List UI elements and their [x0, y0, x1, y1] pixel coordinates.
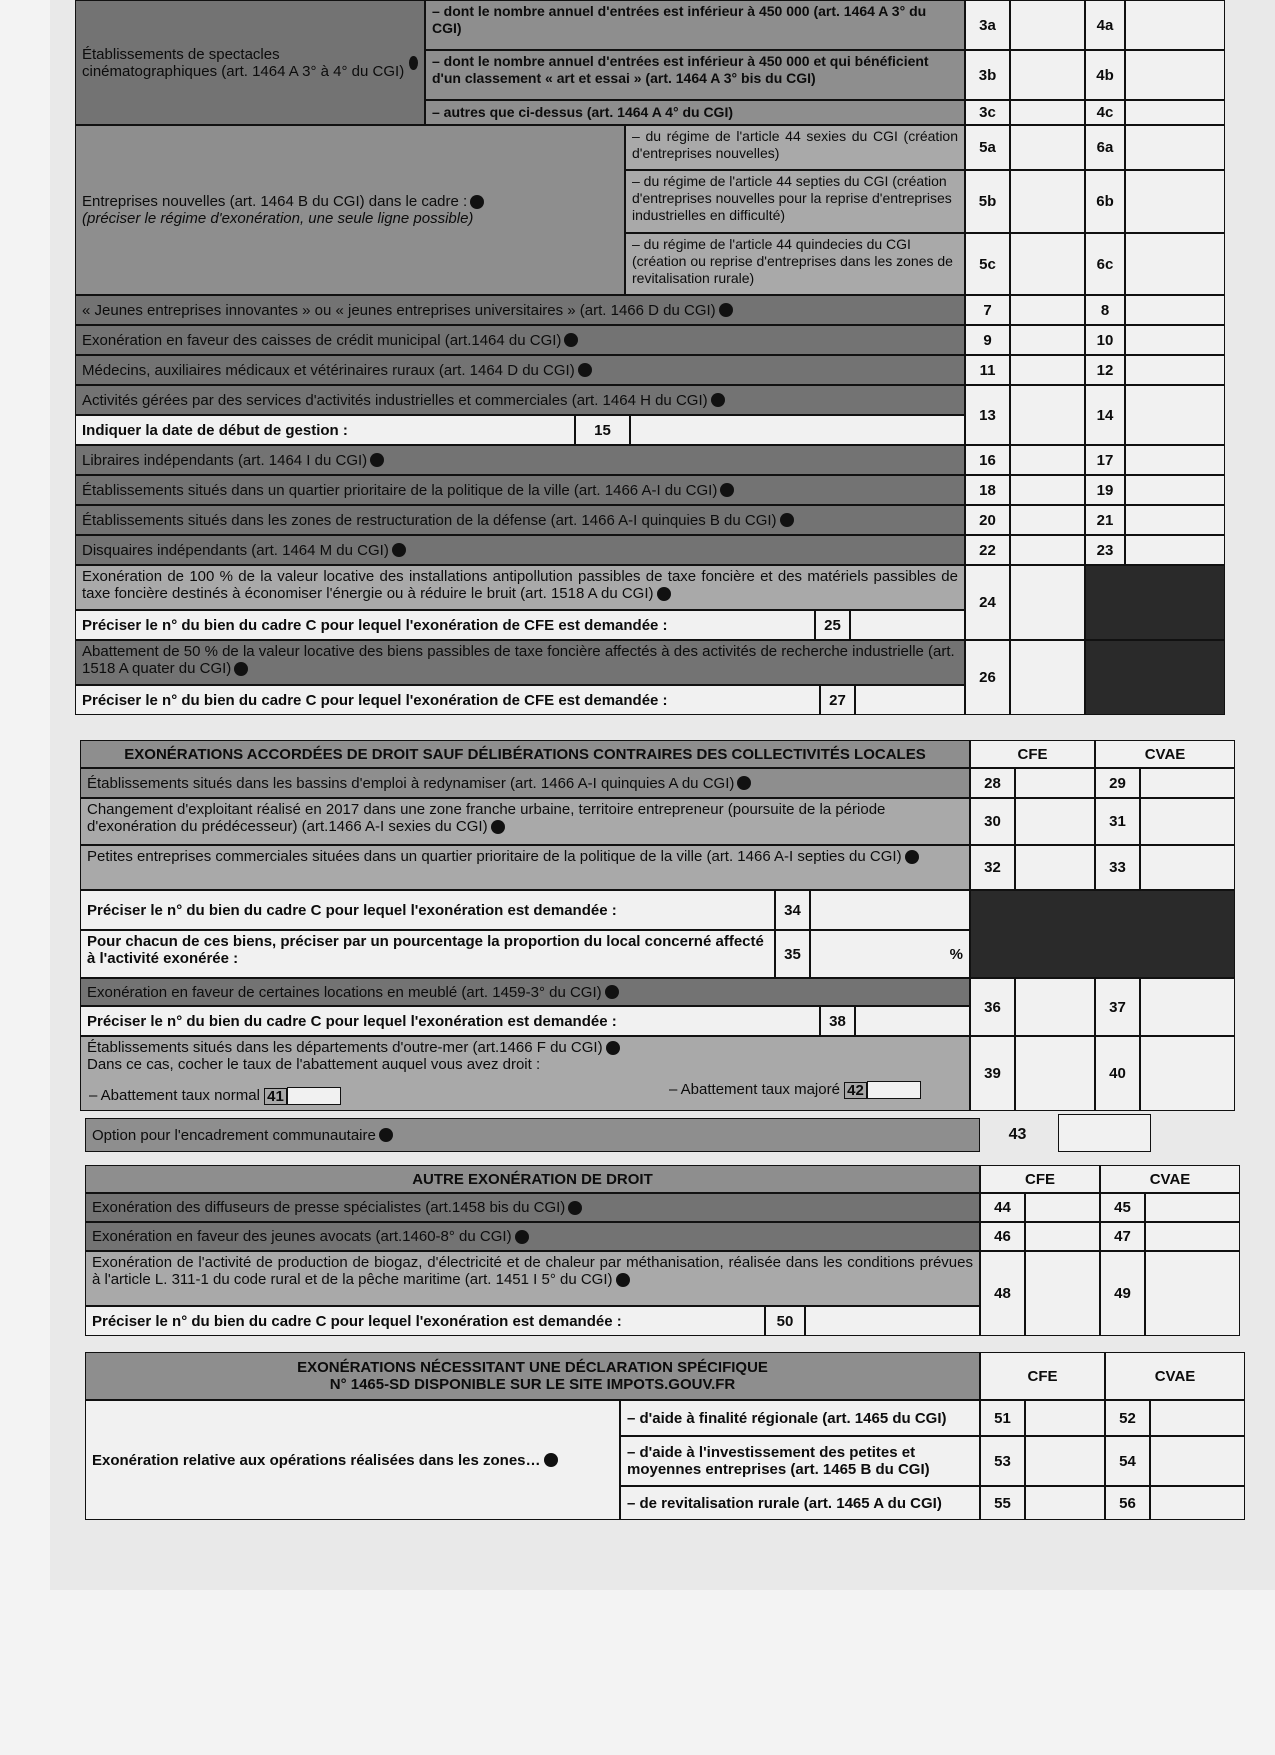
code-8: 8 [1085, 295, 1125, 325]
row-30 [80, 798, 970, 845]
code-7: 7 [965, 295, 1010, 325]
note-marker-icon [719, 303, 733, 317]
input-56[interactable] [1150, 1486, 1245, 1520]
zones-label-text: Exonération relative aux opérations réalisées dans les zones… [92, 1451, 541, 1469]
code-56: 56 [1105, 1486, 1150, 1520]
title-line-1: EXONÉRATIONS NÉCESSITANT UNE DÉCLARATION SPÉCIFIQUE [297, 1359, 768, 1376]
checkbox-42[interactable] [867, 1081, 921, 1099]
note-marker-icon [234, 662, 248, 676]
row-36 [80, 978, 970, 1006]
code-15: 15 [575, 415, 630, 445]
input-43[interactable] [1058, 1114, 1151, 1152]
note-marker-icon [491, 820, 505, 834]
input-17[interactable] [1125, 445, 1225, 475]
row-9-text: Exonération en faveur des caisses de crédit municipal (art.1464 du CGI) [82, 331, 562, 349]
code-4a: 4a [1085, 0, 1125, 50]
input-29[interactable] [1140, 768, 1235, 798]
input-3a[interactable] [1010, 0, 1085, 50]
code-3a: 3a [965, 0, 1010, 50]
note-marker-icon [379, 1128, 393, 1142]
code-54: 54 [1105, 1436, 1150, 1486]
title-line-2: N° 1465-SD DISPONIBLE SUR LE SITE IMPOTS.GOUV.FR [329, 1376, 736, 1393]
section-specifique-title [85, 1352, 980, 1400]
col-cfe-header: CFE [980, 1165, 1100, 1193]
code-29: 29 [1095, 768, 1140, 798]
code-23: 23 [1085, 535, 1125, 565]
code-41: 41 [264, 1088, 287, 1105]
nouvelles-row-3: – du régime de l'article 44 quindecies du CGI (création ou reprise d'entreprises dans les zones de revitalisation rurale) [625, 233, 965, 295]
input-49[interactable] [1145, 1251, 1240, 1336]
code-35: 35 [775, 930, 810, 978]
shaded-cell [970, 890, 1235, 978]
input-47[interactable] [1145, 1222, 1240, 1251]
preciser-25-label: Préciser le n° du bien du cadre C pour lequel l'exonération de CFE est demandée : [75, 610, 815, 640]
code-25: 25 [815, 610, 850, 640]
cinema-label [75, 0, 425, 125]
input-22[interactable] [1010, 535, 1085, 565]
input-20[interactable] [1010, 505, 1085, 535]
input-27[interactable] [855, 685, 965, 715]
input-23[interactable] [1125, 535, 1225, 565]
row-26-text: Abattement de 50 % de la valeur locative des biens passibles de taxe foncière affectés à des activités de recherche industrielle (art. 1518 A quater du CGI) [82, 643, 955, 677]
code-42: 42 [844, 1082, 867, 1099]
preciser-50-label: Préciser le n° du bien du cadre C pour lequel l'exonération est demandée : [85, 1306, 765, 1336]
row-20 [75, 505, 965, 535]
code-46: 46 [980, 1222, 1025, 1251]
row-16 [75, 445, 965, 475]
row-32 [80, 845, 970, 890]
zones-row-53: – d'aide à l'investissement des petites et moyennes entreprises (art. 1465 B du CGI) [620, 1436, 980, 1486]
note-marker-icon [606, 1041, 620, 1055]
code-33: 33 [1095, 845, 1140, 890]
zones-label [85, 1400, 620, 1520]
row-46 [85, 1222, 980, 1251]
code-40: 40 [1095, 1036, 1140, 1111]
row-39 [80, 1036, 970, 1111]
note-marker-icon [470, 195, 484, 209]
row-22 [75, 535, 965, 565]
col-cvae-header: CVAE [1105, 1352, 1245, 1400]
zones-row-55: – de revitalisation rurale (art. 1465 A du CGI) [620, 1486, 980, 1520]
input-53[interactable] [1025, 1436, 1105, 1486]
code-39: 39 [970, 1036, 1015, 1111]
code-47: 47 [1100, 1222, 1145, 1251]
input-9[interactable] [1010, 325, 1085, 355]
input-28[interactable] [1015, 768, 1095, 798]
code-37: 37 [1095, 978, 1140, 1036]
input-8[interactable] [1125, 295, 1225, 325]
input-31[interactable] [1140, 798, 1235, 845]
code-18: 18 [965, 475, 1010, 505]
taux-normal-option[interactable] [89, 1087, 341, 1105]
row-7 [75, 295, 965, 325]
nouvelles-row-2: – du régime de l'article 44 septies du CGI (création d'entreprises nouvelles pour la reprise d'entreprises industrielles en difficulté) [625, 170, 965, 233]
code-21: 21 [1085, 505, 1125, 535]
cinema-row-3: – autres que ci-dessus (art. 1464 A 4° du CGI) [425, 100, 965, 125]
code-6c: 6c [1085, 233, 1125, 295]
code-32: 32 [970, 845, 1015, 890]
row-18 [75, 475, 965, 505]
code-50: 50 [765, 1306, 805, 1336]
col-cfe-header: CFE [980, 1352, 1105, 1400]
code-48: 48 [980, 1251, 1025, 1336]
note-marker-icon [544, 1453, 558, 1467]
code-12: 12 [1085, 355, 1125, 385]
input-10[interactable] [1125, 325, 1225, 355]
code-55: 55 [980, 1486, 1025, 1520]
note-marker-icon [578, 363, 592, 377]
taux-majore-option[interactable] [669, 1081, 921, 1099]
form-sheet [50, 0, 1275, 1590]
code-22: 22 [965, 535, 1010, 565]
row-7-text: « Jeunes entreprises innovantes » ou « jeunes entreprises universitaires » (art. 1466 D du CGI) [82, 301, 716, 319]
input-3b[interactable] [1010, 50, 1085, 100]
cinema-row-2: – dont le nombre annuel d'entrées est inférieur à 450 000 et qui bénéficient d'un classement « art et essai » (art. 1464 A 3° bis du CGI) [425, 50, 965, 100]
preciser-27-label: Préciser le n° du bien du cadre C pour lequel l'exonération de CFE est demandée : [75, 685, 820, 715]
input-4a[interactable] [1125, 0, 1225, 50]
input-52[interactable] [1150, 1400, 1245, 1436]
code-24: 24 [965, 565, 1010, 640]
input-48[interactable] [1025, 1251, 1100, 1336]
note-marker-icon [720, 483, 734, 497]
code-27: 27 [820, 685, 855, 715]
code-5b: 5b [965, 170, 1010, 233]
input-12[interactable] [1125, 355, 1225, 385]
input-4c[interactable] [1125, 100, 1225, 125]
input-37[interactable] [1140, 978, 1235, 1036]
input-32[interactable] [1015, 845, 1095, 890]
code-19: 19 [1085, 475, 1125, 505]
input-38[interactable] [855, 1006, 970, 1036]
row-30-text: Changement d'exploitant réalisé en 2017 dans une zone franche urbaine, territoire entrepreneur (poursuite de la période d'exonération du prédécesseur) (art.1466 A-I sexies du CGI) [87, 801, 886, 835]
row-20-text: Établissements situés dans les zones de restructuration de la défense (art. 1466 A-I quinquies B du CGI) [82, 511, 777, 529]
code-9: 9 [965, 325, 1010, 355]
col-cvae-header: CVAE [1100, 1165, 1240, 1193]
code-3c: 3c [965, 100, 1010, 125]
checkbox-41[interactable] [287, 1087, 341, 1105]
row-9 [75, 325, 965, 355]
code-36: 36 [970, 978, 1015, 1036]
note-marker-icon [616, 1273, 630, 1287]
code-10: 10 [1085, 325, 1125, 355]
row-22-text: Disquaires indépendants (art. 1464 M du CGI) [82, 541, 389, 559]
code-28: 28 [970, 768, 1015, 798]
code-16: 16 [965, 445, 1010, 475]
code-13: 13 [965, 385, 1010, 445]
input-39[interactable] [1015, 1036, 1095, 1111]
cinema-row-1: – dont le nombre annuel d'entrées est inférieur à 450 000 (art. 1464 A 3° du CGI) [425, 0, 965, 50]
code-6b: 6b [1085, 170, 1125, 233]
pourcentage-label: Pour chacun de ces biens, préciser par un pourcentage la proportion du local concerné affecté à l'activité exonérée : [80, 930, 775, 978]
taux-majore-label: – Abattement taux majoré [669, 1081, 840, 1098]
row-24-text: Exonération de 100 % de la valeur locative des installations antipollution passibles de taxe foncière et des matériels passibles de taxe foncière destinés à économiser l'énergie ou à réduire le bruit (art. 1518 A du CGI) [82, 568, 958, 602]
input-34[interactable] [810, 890, 970, 930]
code-5c: 5c [965, 233, 1010, 295]
shaded-cell [1085, 565, 1225, 640]
input-54[interactable] [1150, 1436, 1245, 1486]
row-28 [80, 768, 970, 798]
outremer-sub: Dans ce cas, cocher le taux de l'abattement auquel vous avez droit : [87, 1056, 541, 1073]
col-cvae-header: CVAE [1095, 740, 1235, 768]
note-marker-icon [568, 1201, 582, 1215]
option-encadrement [85, 1118, 980, 1152]
input-21[interactable] [1125, 505, 1225, 535]
row-48-text: Exonération de l'activité de production de biogaz, d'électricité et de chaleur par méthanisation, réalisée dans les conditions prévues à l'article L. 311-1 du code rural et de la pêche maritime (art. 1451 I 5° du CGI) [92, 1254, 973, 1288]
row-46-text: Exonération en faveur des jeunes avocats (art.1460-8° du CGI) [92, 1228, 512, 1245]
code-51: 51 [980, 1400, 1025, 1436]
section-autre-title: AUTRE EXONÉRATION DE DROIT [85, 1165, 980, 1193]
note-marker-icon [657, 587, 671, 601]
section-droit-title: EXONÉRATIONS ACCORDÉES DE DROIT SAUF DÉLIBÉRATIONS CONTRAIRES DES COLLECTIVITÉS LOCALES [80, 740, 970, 768]
option-encadrement-text: Option pour l'encadrement communautaire [92, 1126, 376, 1144]
input-33[interactable] [1140, 845, 1235, 890]
note-marker-icon [711, 393, 725, 407]
preciser-38-label: Préciser le n° du bien du cadre C pour lequel l'exonération est demandée : [80, 1006, 820, 1036]
nouvelles-label-text: Entreprises nouvelles (art. 1464 B du CGI) dans le cadre : [82, 193, 468, 210]
note-marker-icon [605, 985, 619, 999]
code-38: 38 [820, 1006, 855, 1036]
note-marker-icon [392, 543, 406, 557]
cinema-label-text: Établissements de spectacles cinématographiques (art. 1464 A 3° à 4° du CGI) [82, 45, 405, 80]
code-20: 20 [965, 505, 1010, 535]
date-label: Indiquer la date de début de gestion : [75, 415, 575, 445]
code-52: 52 [1105, 1400, 1150, 1436]
row-36-text: Exonération en faveur de certaines locations en meublé (art. 1459-3° du CGI) [87, 983, 602, 1001]
row-11 [75, 355, 965, 385]
input-50[interactable] [805, 1306, 980, 1336]
input-26[interactable] [1010, 640, 1085, 715]
input-6b[interactable] [1125, 170, 1225, 233]
code-5a: 5a [965, 125, 1010, 170]
note-marker-icon [370, 453, 384, 467]
note-marker-icon [905, 850, 919, 864]
code-17: 17 [1085, 445, 1125, 475]
input-40[interactable] [1140, 1036, 1235, 1111]
row-32-text: Petites entreprises commerciales situées dans un quartier prioritaire de la politique de la ville (art. 1466 A-I septies du CGI) [87, 848, 902, 865]
code-34: 34 [775, 890, 810, 930]
code-31: 31 [1095, 798, 1140, 845]
input-35[interactable] [810, 930, 970, 978]
input-14[interactable] [1125, 385, 1225, 445]
row-11-text: Médecins, auxiliaires médicaux et vétérinaires ruraux (art. 1464 D du CGI) [82, 361, 575, 379]
input-4b[interactable] [1125, 50, 1225, 100]
preciser-34-label: Préciser le n° du bien du cadre C pour lequel l'exonération est demandée : [80, 890, 775, 930]
code-4b: 4b [1085, 50, 1125, 100]
note-marker-icon [515, 1230, 529, 1244]
input-45[interactable] [1145, 1193, 1240, 1222]
input-11[interactable] [1010, 355, 1085, 385]
input-5c[interactable] [1010, 233, 1085, 295]
input-24[interactable] [1010, 565, 1085, 640]
row-48 [85, 1251, 980, 1306]
input-16[interactable] [1010, 445, 1085, 475]
row-26 [75, 640, 965, 685]
input-5a[interactable] [1010, 125, 1085, 170]
note-marker-icon [780, 513, 794, 527]
code-3b: 3b [965, 50, 1010, 100]
code-11: 11 [965, 355, 1010, 385]
row-18-text: Établissements situés dans un quartier prioritaire de la politique de la ville (art. 1466 A-I du CGI) [82, 481, 718, 499]
note-marker-icon [409, 56, 418, 70]
code-49: 49 [1100, 1251, 1145, 1336]
zones-row-51: – d'aide à finalité régionale (art. 1465 du CGI) [620, 1400, 980, 1436]
note-marker-icon [737, 776, 751, 790]
row-44 [85, 1193, 980, 1222]
col-cfe-header: CFE [970, 740, 1095, 768]
code-43: 43 [1008, 1126, 1027, 1143]
row-28-text: Établissements situés dans les bassins d'emploi à redynamiser (art. 1466 A-I quinquies A du CGI) [87, 774, 735, 792]
code-4c: 4c [1085, 100, 1125, 125]
taux-normal-label: – Abattement taux normal [89, 1087, 260, 1104]
row-39-text: Établissements situés dans les départements d'outre-mer (art.1466 F du CGI) [87, 1039, 603, 1056]
percent-sign: % [949, 946, 963, 963]
nouvelles-note: (préciser le régime d'exonération, une seule ligne possible) [82, 210, 474, 227]
row-16-text: Libraires indépendants (art. 1464 I du CGI) [82, 451, 368, 469]
nouvelles-row-1: – du régime de l'article 44 sexies du CGI (création d'entreprises nouvelles) [625, 125, 965, 170]
input-51[interactable] [1025, 1400, 1105, 1436]
note-marker-icon [564, 333, 578, 347]
input-13[interactable] [1010, 385, 1085, 445]
input-44[interactable] [1025, 1193, 1100, 1222]
nouvelles-label [75, 125, 625, 295]
code-44: 44 [980, 1193, 1025, 1222]
code-6a: 6a [1085, 125, 1125, 170]
shaded-cell [1085, 640, 1225, 715]
input-46[interactable] [1025, 1222, 1100, 1251]
code-30: 30 [970, 798, 1015, 845]
code-45: 45 [1100, 1193, 1145, 1222]
input-36[interactable] [1015, 978, 1095, 1036]
input-55[interactable] [1025, 1486, 1105, 1520]
input-6c[interactable] [1125, 233, 1225, 295]
input-3c[interactable] [1010, 100, 1085, 125]
input-25[interactable] [850, 610, 965, 640]
input-6a[interactable] [1125, 125, 1225, 170]
input-18[interactable] [1010, 475, 1085, 505]
input-5b[interactable] [1010, 170, 1085, 233]
row-13-text: Activités gérées par des services d'activités industrielles et commerciales (art. 1464 H du CGI) [82, 391, 708, 409]
code-53: 53 [980, 1436, 1025, 1486]
input-15[interactable] [630, 415, 965, 445]
row-44-text: Exonération des diffuseurs de presse spécialistes (art.1458 bis du CGI) [92, 1199, 566, 1216]
code-14: 14 [1085, 385, 1125, 445]
input-19[interactable] [1125, 475, 1225, 505]
row-13 [75, 385, 965, 415]
input-30[interactable] [1015, 798, 1095, 845]
input-7[interactable] [1010, 295, 1085, 325]
row-24 [75, 565, 965, 610]
code-26: 26 [965, 640, 1010, 715]
